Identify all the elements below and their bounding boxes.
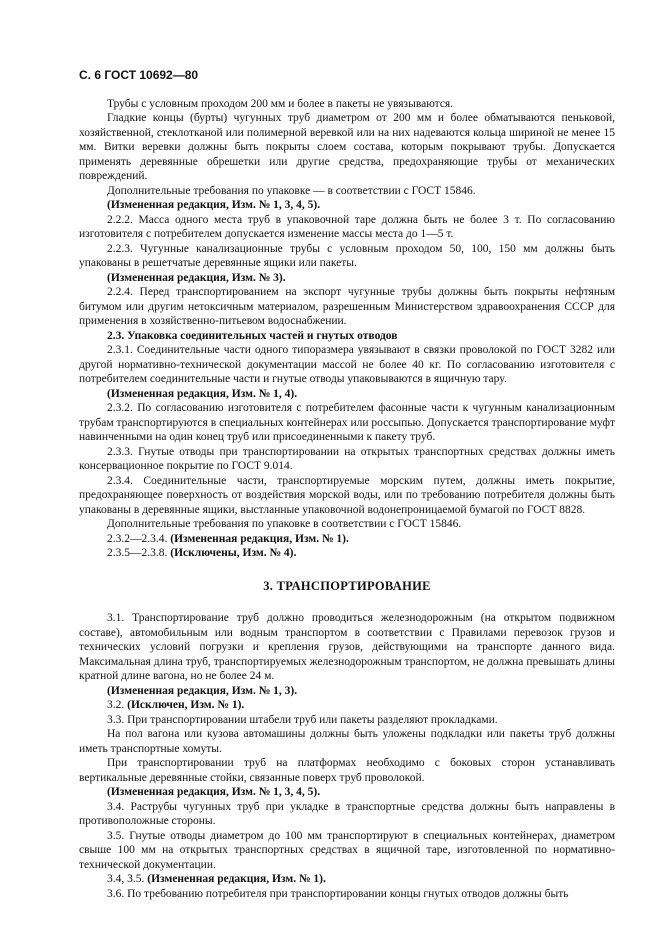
clause-range: 2.3.2—2.3.4.: [107, 532, 168, 545]
amendment-note: (Исключены, Изм. № 4).: [170, 547, 297, 559]
amendment-note: (Измененная редакция, Изм. № 1, 3, 4, 5).: [107, 199, 321, 211]
paragraph: [79, 872, 615, 887]
paragraph: Дополнительные требования по упаковке в соответствии с ГОСТ 15846.: [107, 518, 462, 530]
paragraph: 2.3.4. Соединительные части, транспортируемые морским путем, должны иметь покрытие, предохраняющее поверхность от воздействия морской воды, или по требованию потребителя должны быть упакованы в деревянные ящики, выстланные упаковочной водонепроницаемой бумагой по ГОСТ 8828.: [79, 474, 615, 516]
paragraph: 2.2.2. Масса одного места труб в упаковочной таре должна быть не более 3 т. По согласованию изготовителя с потребителем допускается изменение массы места до 1—5 т.: [79, 213, 615, 240]
paragraph: 3.5. Гнутые отводы диаметром до 100 мм транспортируют в специальных контейнерах, диаметром свыше 100 мм на открытых транспортных средствах в ящичной таре, изготовленной по нормативно-технической документации.: [79, 829, 615, 871]
paragraph: 2.3.1. Соединительные части одного типоразмера увязывают в связки проволокой по ГОСТ 3282 или другой нормативно-технической документации массой не более 40 кг. По согласованию изготовителя с потребителем соединительные части и гнутые отводы упаковываются в ящичную тару.: [79, 344, 615, 385]
subsection-heading: 2.3. Упаковка соединительных частей и гнутых отводов: [107, 329, 398, 342]
amendment-note: (Измененная редакция, Изм. № 3).: [107, 271, 286, 284]
paragraph: 3.1. Транспортирование труб должно проводиться железнодорожным (на открытом подвижном составе), автомобильным или водным транспортом в соответствии с Правилами перевозок грузов и технических условий погрузки и крепления грузов, действующими на транспорте данного вида. Максимальная длина труб, транспортируемых железнодорожным транспортом, не должна превышать длины кратной длине вагона, но не более 24 м.: [79, 612, 615, 682]
paragraph: При транспортировании труб на платформах необходимо с боковых сторон устанавливать вертикальные деревянные стойки, связанные поверх труб проволокой.: [79, 757, 615, 784]
paragraph: 3.6. По требованию потребителя при транспортировании концы гнутых отводов должны быть: [107, 887, 569, 900]
paragraph: 2.3.3. Гнутые отводы при транспортировании на открытых транспортных средствах должны иметь консервационное покрытие по ГОСТ 9.014.: [79, 445, 615, 472]
section-heading: 3. ТРАНСПОРТИРОВАНИЕ: [263, 578, 431, 593]
paragraph: [79, 698, 615, 713]
paragraph: 2.3.2. По согласованию изготовителя с потребителем фасонные части к чугунным канализационным трубам транспортируются в специальных контейнерах или россыпью. Допускается транспортирование муфт навинченными на один конец труб или присоединенными к пакету труб.: [79, 402, 615, 443]
paragraph: 2.2.3. Чугунные канализационные трубы с условным проходом 50, 100, 150 мм должны быть упакованы в решетчатые деревянные ящики или пакеты.: [79, 242, 615, 269]
paragraph: 3.4. Раструбы чугунных труб при укладке в транспортные средства должны быть направлены в противоположные стороны.: [79, 800, 615, 827]
amendment-note: (Измененная редакция, Изм. № 1, 3, 4, 5).: [107, 786, 321, 798]
clause-range: 2.3.5—2.3.8.: [107, 547, 168, 559]
amendment-note: (Измененная редакция, Изм. № 1, 4).: [107, 387, 298, 400]
paragraph: 2.2.4. Перед транспортированием на экспорт чугунные трубы должны быть покрыты нефтяным битумом или другим нетоксичным материалом, разрешенным Министерством здравоохранения СССР для применения в хозяйственно-питьевом водоснабжении.: [79, 286, 615, 327]
paragraph: Трубы с условным проходом 200 мм и более в пакеты не увязываются.: [107, 97, 454, 110]
paragraph: Гладкие концы (бурты) чугунных труб диаметром от 200 мм и более обматываются пеньковой, хозяйственной, стеклотканой или полимерной веревкой или на них надеваются кольца шириной не менее 15 мм. Витки веревки должны быть покрыты слоем состава, которым покрывают трубы. Допускается применять деревянные обрешетки или другие средства, предохраняющие трубы от механических повреждений.: [79, 112, 615, 182]
amendment-note: (Измененная редакция, Изм. № 1, 3).: [107, 684, 298, 697]
paragraph: Дополнительные требования по упаковке — в соответствии с ГОСТ 15846.: [107, 184, 476, 197]
clause-number: 3.2.: [107, 699, 125, 711]
paragraph: На пол вагона или кузова автомашины должны быть уложены подкладки или пакеты труб должны иметь транспортные хомуты.: [79, 728, 615, 755]
amendment-note: (Измененная редакция, Изм. № 1).: [147, 873, 326, 885]
paragraph: [79, 532, 615, 547]
paragraph: [79, 546, 615, 561]
amendment-note: (Исключен, Изм. № 1).: [127, 699, 245, 711]
page-header: С. 6 ГОСТ 10692—80: [79, 68, 199, 82]
document-page: [79, 68, 615, 901]
clause-range: 3.4, 3.5.: [107, 873, 145, 885]
paragraph: 3.3. При транспортировании штабели труб или пакеты разделяют прокладками.: [107, 713, 498, 726]
amendment-note: (Измененная редакция, Изм. № 1).: [170, 532, 349, 545]
